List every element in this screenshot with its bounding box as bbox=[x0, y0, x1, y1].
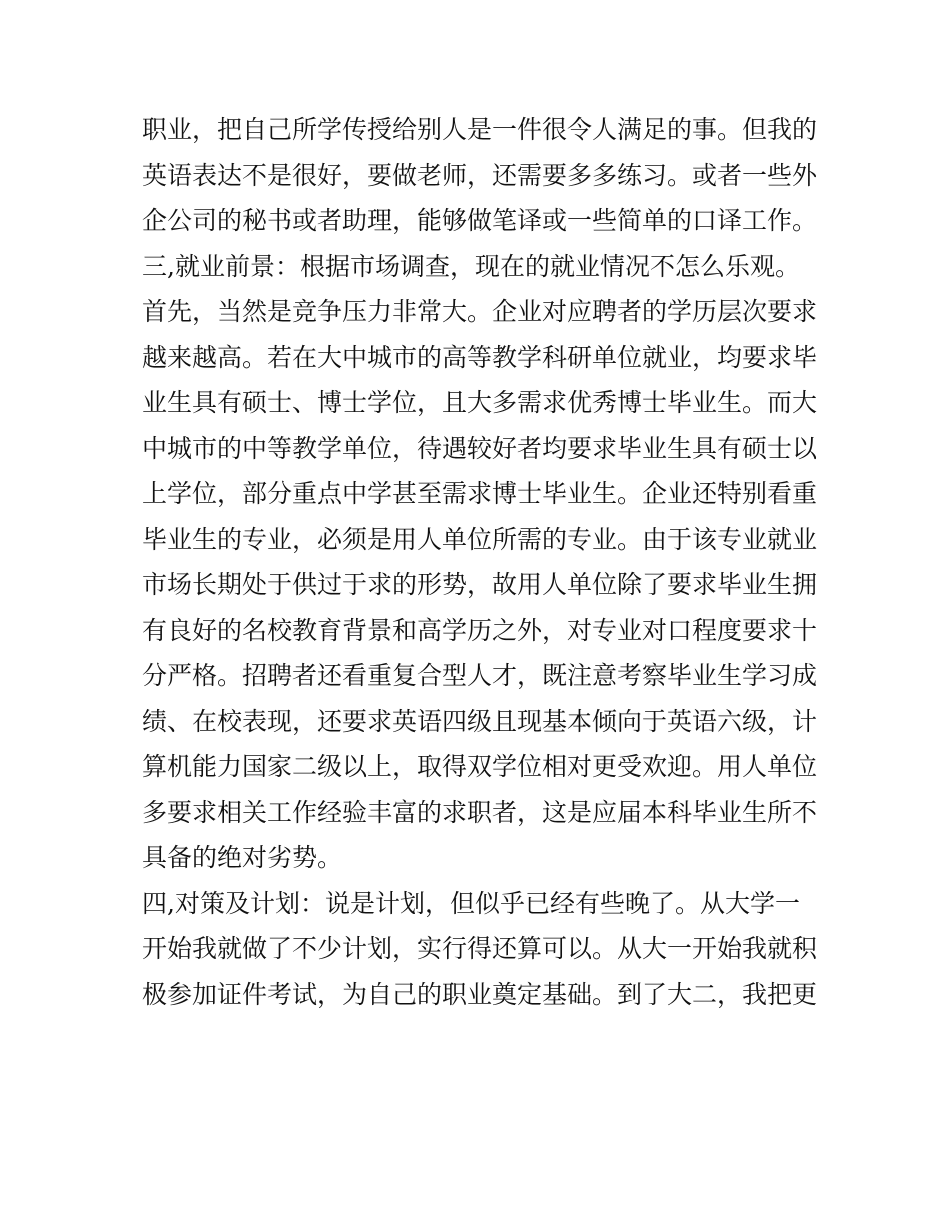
text-line: 毕业生的专业，必须是用人单位所需的专业。由于该专业就业 bbox=[142, 524, 818, 554]
section-heading-employment-prospects: 三,就业前景：根据市场调查，现在的就业情况不怎么乐观。 bbox=[142, 251, 800, 281]
text-line: 职业，把自己所学传授给别人是一件很令人满足的事。但我的 bbox=[142, 115, 818, 144]
text-line: 极参加证件考试，为自己的职业奠定基础。到了大二，我把更 bbox=[142, 979, 818, 1009]
text-line: 越来越高。若在大中城市的高等教学科研单位就业，均要求毕 bbox=[142, 342, 818, 372]
body-text bbox=[142, 107, 822, 1017]
text-line: 英语表达不是很好，要做老师，还需要多多练习。或者一些外 bbox=[142, 160, 818, 190]
text-line: 具备的绝对劣势。 bbox=[142, 843, 343, 872]
text-line: 市场长期处于供过于求的形势，故用人单位除了要求毕业生拥 bbox=[142, 570, 818, 599]
section-heading-strategy-plan: 四,对策及计划：说是计划，但似乎已经有些晚了。从大学一 bbox=[142, 888, 800, 918]
text-line: 绩、在校表现，还要求英语四级且现基本倾向于英语六级，计 bbox=[142, 706, 818, 736]
text-line: 算机能力国家二级以上，取得双学位相对更受欢迎。用人单位 bbox=[142, 752, 818, 781]
text-line: 业生具有硕士、博士学位，且大多需求优秀博士毕业生。而大 bbox=[142, 388, 818, 417]
text-line: 首先，当然是竞争压力非常大。企业对应聘者的学历层次要求 bbox=[142, 297, 818, 326]
text-line: 企公司的秘书或者助理，能够做笔译或一些简单的口译工作。 bbox=[142, 206, 818, 235]
text-line: 中城市的中等教学单位，待遇较好者均要求毕业生具有硕士以 bbox=[142, 433, 818, 463]
text-line: 多要求相关工作经验丰富的求职者，这是应届本科毕业生所不 bbox=[142, 797, 818, 827]
text-line: 上学位，部分重点中学甚至需求博士毕业生。企业还特别看重 bbox=[142, 479, 818, 508]
text-line: 分严格。招聘者还看重复合型人才，既注意考察毕业生学习成 bbox=[142, 661, 818, 690]
text-line: 开始我就做了不少计划，实行得还算可以。从大一开始我就积 bbox=[142, 934, 818, 963]
text-line: 有良好的名校教育背景和高学历之外，对专业对口程度要求十 bbox=[142, 615, 818, 645]
